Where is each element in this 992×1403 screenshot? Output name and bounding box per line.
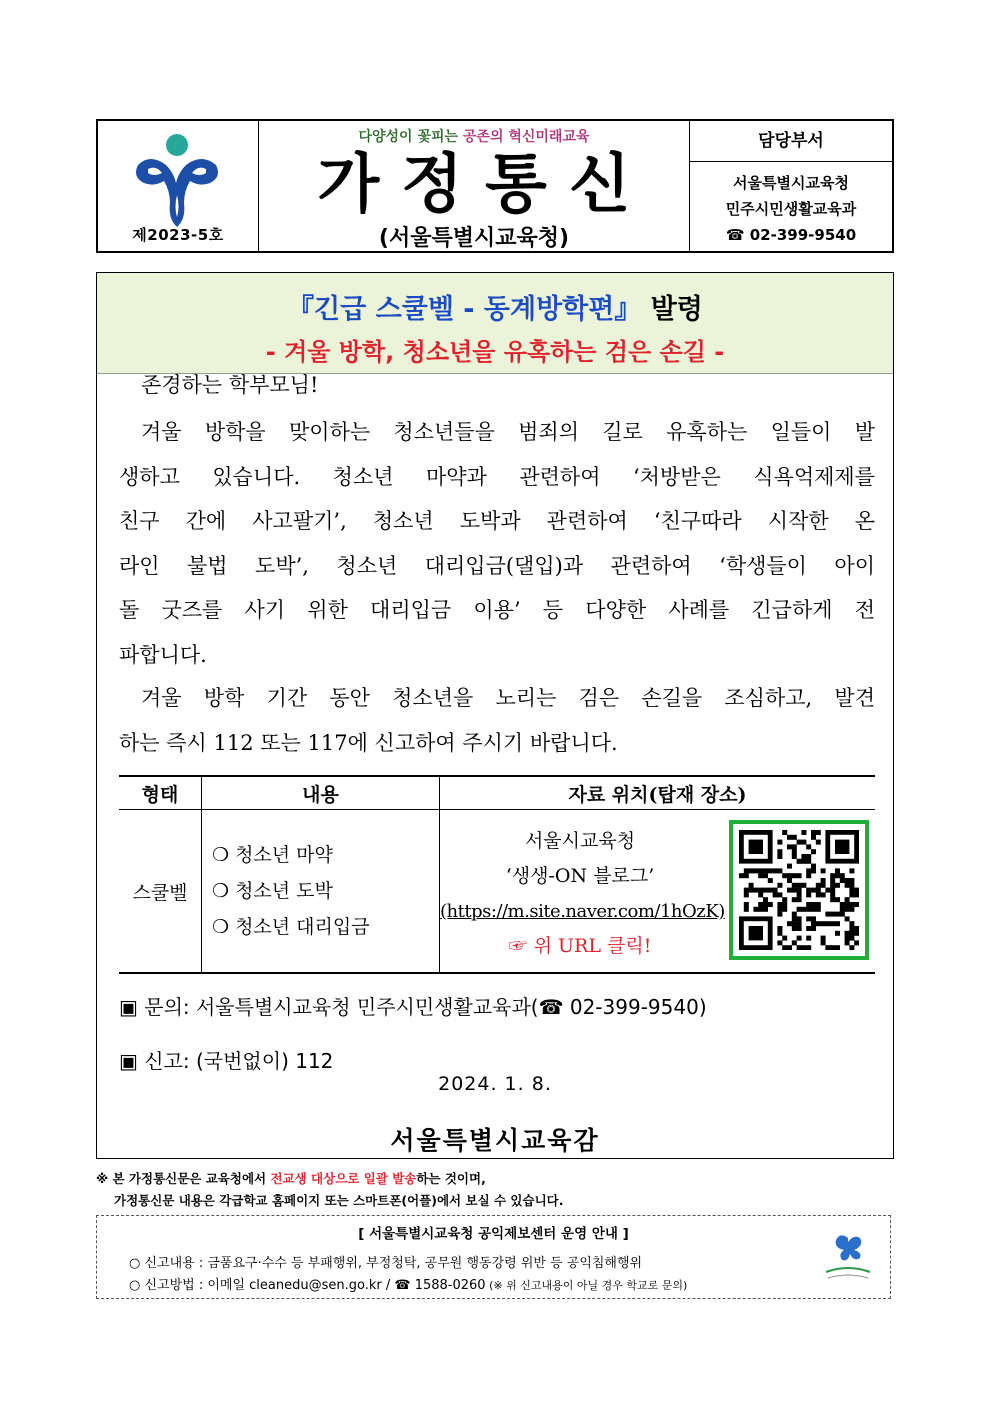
report-center-box — [96, 1215, 891, 1299]
slogan-part-b: 공존의 혁신미래교육 — [462, 129, 590, 145]
paragraph-line: 겨울 방학을 맞이하는 청소년들을 범죄의 길로 유혹하는 일들이 발 — [141, 420, 875, 444]
qr-code[interactable] — [729, 820, 869, 960]
table-header-content: 내용 — [202, 776, 440, 810]
source-info — [440, 824, 725, 964]
signer: 서울특별시교육감 — [390, 1126, 600, 1155]
notice-box — [96, 272, 894, 1159]
qr-code-icon — [739, 830, 859, 950]
dept-phone: ☎ 02-399-9540 — [725, 226, 857, 244]
table-header-row — [119, 776, 875, 810]
slogan — [259, 126, 689, 146]
dept-label: 담당부서 — [690, 121, 892, 162]
paragraph-line: 라인 불법 도박’, 청소년 대리입금(댈입)과 관련하여 ‘학생들이 아이 — [119, 553, 875, 578]
report-method-note: (※ 위 신고내용이 아닐 경우 학교로 문의) — [485, 1279, 688, 1292]
type-cell: 스쿨벨 — [119, 810, 202, 974]
report-method-line — [129, 1274, 687, 1293]
paragraph-line: 친구 간에 사고팔기’, 청소년 도박과 관련하여 ‘친구따라 시작한 온 — [119, 509, 875, 533]
dept-name: 민주시민생활교육과 — [725, 200, 857, 218]
content-cell — [202, 810, 440, 974]
source-blog: ‘생생-ON 블로그’ — [505, 865, 655, 887]
paragraph-line: 겨울 방학 기간 동안 청소년을 노리는 검은 손길을 조심하고, 발견 — [141, 686, 875, 710]
paragraph-line: 하는 즉시 112 또는 117에 신고하여 주시기 바랍니다. — [119, 730, 618, 755]
report-line: ▣ 신고: (국번없이) 112 — [119, 1049, 334, 1073]
publisher-title: (서울특별시교육청) — [378, 226, 570, 251]
source-url-link[interactable]: (https://m.site.naver.com/1hOzK) — [440, 901, 725, 922]
click-hint: ☞ 위 URL 클릭! — [508, 935, 652, 957]
dept-cell — [690, 121, 892, 251]
notice-title-tail: 발령 — [641, 294, 703, 325]
dept-org: 서울특별시교육청 — [733, 174, 849, 192]
footnote-line-1 — [96, 1168, 563, 1190]
footnote-line-1b: 전교생 대상으로 일괄 발송 — [270, 1171, 417, 1186]
title-cell — [259, 121, 690, 251]
seoul-education-logo-icon — [130, 131, 224, 231]
inquiry-line: ▣ 문의: 서울특별시교육청 민주시민생활교육과(☎ 02-399-9540) — [119, 995, 707, 1019]
table-row — [119, 810, 875, 974]
main-title: 가정통신 — [317, 148, 653, 222]
paragraph-2 — [119, 676, 875, 765]
location-cell — [440, 810, 876, 974]
header-box — [96, 119, 894, 253]
footnote-line-1c: 하는 것이며, — [416, 1171, 486, 1186]
footnote — [96, 1168, 563, 1212]
paragraph-line: 돌 굿즈를 사기 위한 대리입금 이용’ 등 다양한 사례를 긴급하게 전 — [119, 598, 875, 622]
notice-subtitle: - 겨울 방학, 청소년을 유혹하는 검은 손길 - — [265, 338, 725, 366]
list-item: ❍ 청소년 대리입금 — [212, 916, 370, 938]
list-item: ❍ 청소년 마약 — [212, 844, 333, 866]
notice-header — [97, 273, 893, 374]
report-content-line: ○ 신고내용 : 금품요구·수수 등 부패행위, 부정청탁, 공무원 행동강령 위반 등 공익침해행위 — [129, 1256, 643, 1271]
source-org: 서울시교육청 — [524, 830, 636, 852]
table-header-location: 자료 위치(탑재 장소) — [440, 776, 876, 810]
report-method-text: ○ 신고방법 : 이메일 cleanedu@sen.go.kr / ☎ 1588-0260 — [129, 1278, 486, 1293]
notice-title-main: 『긴급 스쿨벨 - 동계방학편』 — [287, 294, 642, 325]
logo-cell — [98, 121, 259, 251]
paragraph-line: 파합니다. — [119, 642, 207, 667]
paragraph-line: 생하고 있습니다. 청소년 마약과 관련하여 ‘처방받은 식욕억제제를 — [119, 464, 875, 489]
resource-table — [119, 775, 875, 974]
footnote-line-1a: ※ 본 가정통신문은 교육청에서 — [96, 1171, 271, 1186]
report-center-title: [ 서울특별시교육청 공익제보센터 운영 안내 ] — [358, 1226, 629, 1242]
clean-seoul-logo-icon — [818, 1228, 878, 1288]
paragraph-1 — [119, 410, 875, 677]
slogan-part-a: 다양성이 꽃피는 — [358, 129, 463, 145]
footnote-line-2: 가정통신문 내용은 각급학교 홈페이지 또는 스마트폰(어플)에서 보실 수 있습니다. — [114, 1193, 564, 1208]
list-item: ❍ 청소년 도박 — [212, 880, 333, 902]
greeting: 존경하는 학부모님! — [141, 373, 319, 397]
table-header-type: 형태 — [119, 776, 202, 810]
notice-title — [97, 273, 893, 326]
issue-number: 제2023-5호 — [132, 226, 224, 244]
issue-date: 2024. 1. 8. — [438, 1073, 552, 1095]
dept-info — [690, 162, 892, 248]
